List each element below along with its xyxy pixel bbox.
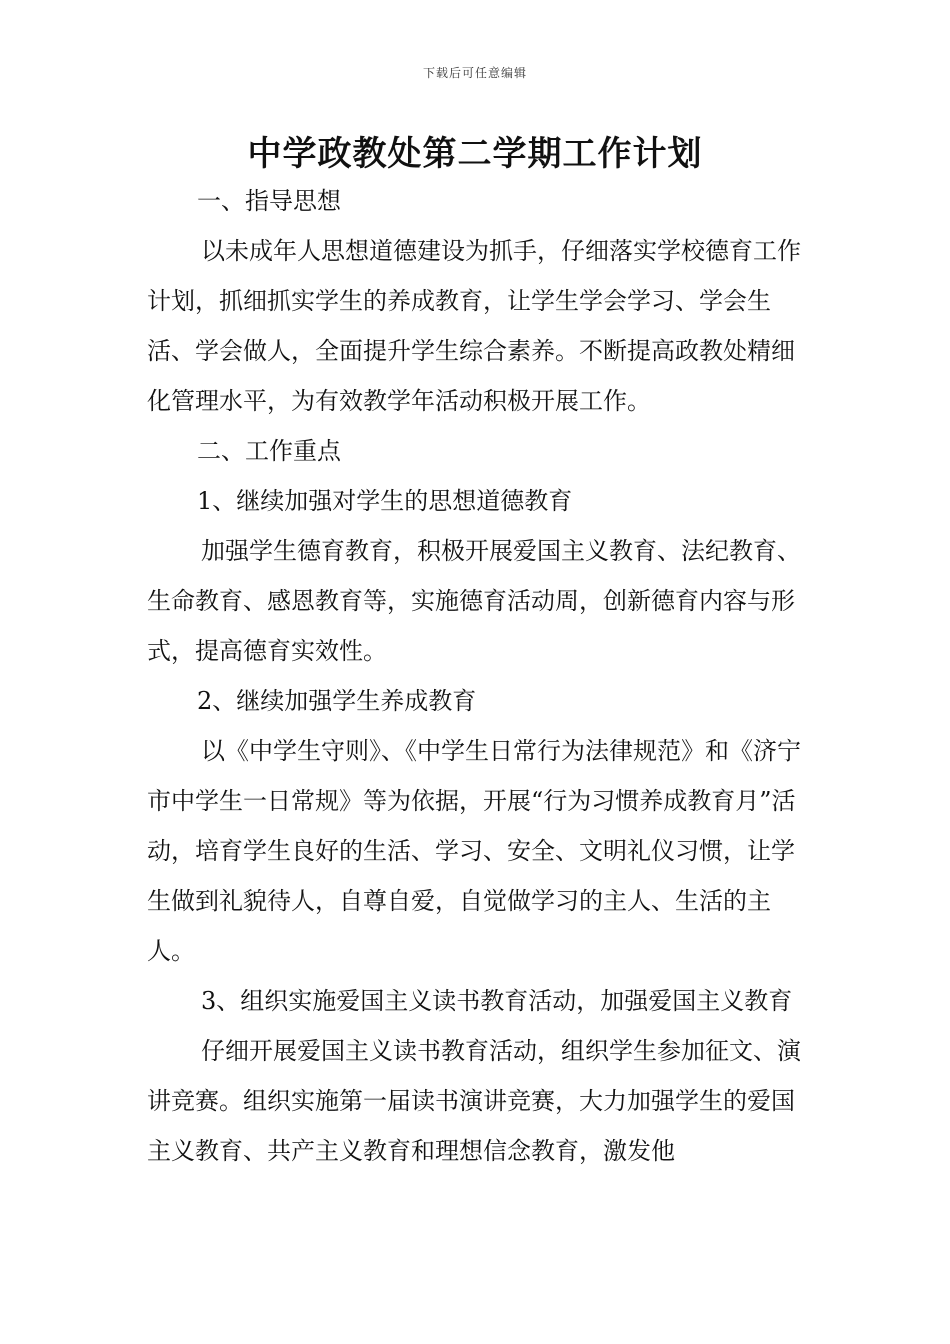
document-body	[147, 176, 817, 1176]
paragraph-patriotic-reading: 仔细开展爱国主义读书教育活动，组织学生参加征文、演讲竞赛。组织实施第一届读书演讲竞赛，大力加强学生的爱国主义教育、共产主义教育和理想信念教育，激发他	[147, 1037, 801, 1165]
section-heading-guiding-thought: 一、指导思想	[197, 187, 341, 215]
subheading-moral-education: 1、继续加强对学生的思想道德教育	[197, 487, 573, 515]
section-heading-key-work: 二、工作重点	[197, 437, 341, 465]
paragraph-habit-education: 以《中学生守则》、《中学生日常行为法律规范》和《济宁市中学生一日常规》等为依据，开展“行为习惯养成教育月”活动，培育学生良好的生活、学习、安全、文明礼仪习惯，让学生做到礼貌待人，自尊自爱，自觉做学习的主人、生活的主人。	[147, 737, 801, 965]
subheading-habit-education: 2、继续加强学生养成教育	[197, 687, 477, 715]
subheading-patriotic-reading: 3、组织实施爱国主义读书教育活动，加强爱国主义教育	[201, 987, 793, 1015]
document-title: 中学政教处第二学期工作计划	[247, 134, 703, 174]
paragraph-guiding-thought: 以未成年人思想道德建设为抓手，仔细落实学校德育工作计划，抓细抓实学生的养成教育，让学生学会学习、学会生活、学会做人，全面提升学生综合素养。不断提高政教处精细化管理水平，为有效教学年活动积极开展工作。	[147, 237, 801, 415]
paragraph-moral-education: 加强学生德育教育，积极开展爱国主义教育、法纪教育、生命教育、感恩教育等，实施德育活动周，创新德育内容与形式，提高德育实效性。	[147, 537, 801, 665]
header-note: 下载后可任意编辑	[422, 66, 527, 80]
